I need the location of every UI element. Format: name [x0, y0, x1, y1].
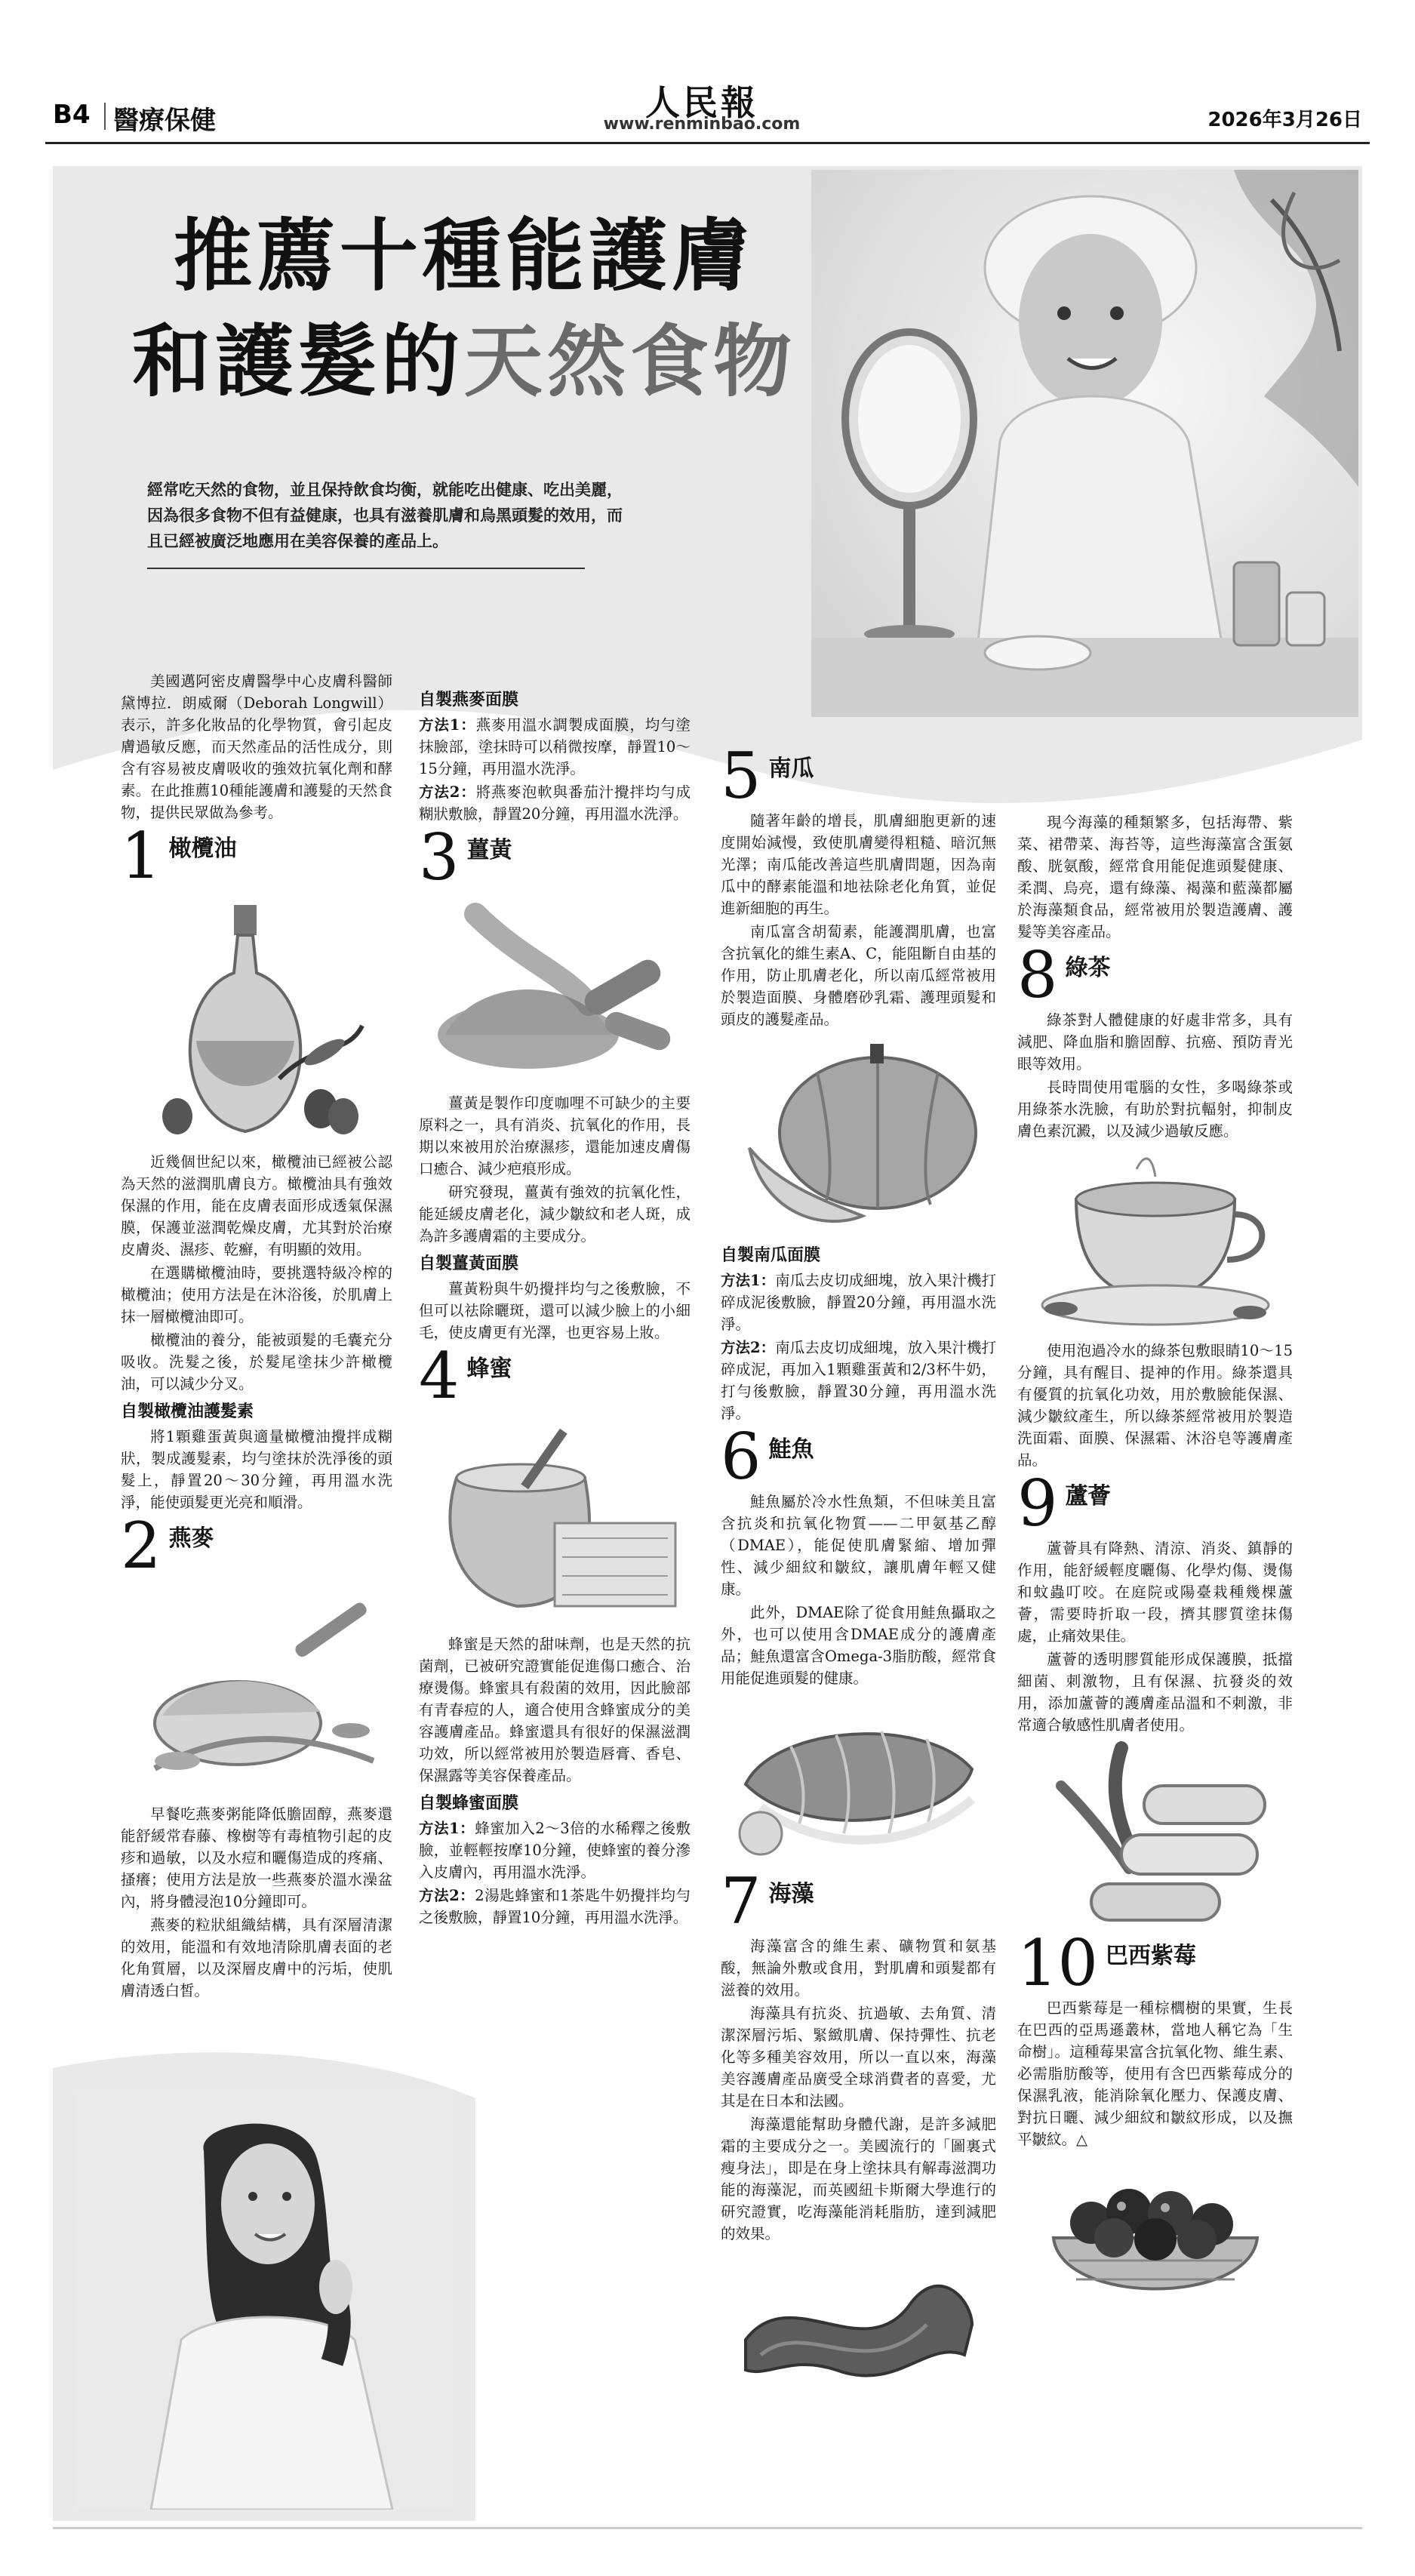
item-5-recipe-2	[721, 1337, 996, 1424]
turmeric-image	[430, 891, 679, 1088]
item-3-heading	[419, 820, 691, 894]
item-5-para-1: 隨著年齡的增長，肌膚細胞更新的速度開始減慢，致使肌膚變得粗糙、暗沉無光澤；南瓜能改善這些肌膚問題，因為南瓜中的酵素能溫和地祛除老化角質，並促進新細胞的再生。	[721, 812, 996, 917]
method-label: 方法1：	[721, 1272, 776, 1289]
item-number: 2	[121, 1509, 161, 1583]
item-7-para-2: 海藻具有抗炎、抗過敏、去角質、清潔深層污垢、緊緻肌膚、保持彈性、抗老化等多種美容效用，所以一直以來，海藻美容護膚產品廣受全球消費者的喜愛，尤其是在日本和法國。	[721, 2005, 996, 2110]
hero-photo	[811, 170, 1358, 717]
item-7-para-3: 海藻還能幫助身體代謝，是許多減肥霜的主要成分之一。美國流行的「圖裏式瘦身法」，即是在身上塗抹具有解毒滋潤功能的海藻泥，而英國紐卡斯爾大學進行的研究證實，吃海藻能消耗脂肪，達到減肥的效果。	[721, 2116, 996, 2242]
method-text: 南瓜去皮切成細塊，放入果汁機打碎成泥後敷臉，靜置20分鐘，再用溫水洗淨。	[721, 1272, 996, 1333]
column-1	[121, 670, 392, 2003]
item-5-para-2: 南瓜富含胡蔔素，能護潤肌膚，也富含抗氧化的維生素A、C，能阻斷自由基的作用，防止肌膚老化，所以南瓜經常被用於製造面膜、身體磨砂乳霜、護理頭髮和頭皮的護髮產品。	[721, 923, 996, 1028]
olive-oil-image	[143, 890, 370, 1146]
item-7-para-1: 海藻富含的維生素、礦物質和氨基酸，無論外敷或食用，對肌膚和頭髮都有滋養的效用。	[721, 1937, 996, 1999]
item-title: 薑黃	[466, 837, 512, 863]
item-5-heading	[721, 739, 996, 813]
column-3	[721, 739, 996, 2405]
item-2-para-1: 早餐吃燕麥粥能降低膽固醇，燕麥還能舒緩常春藤、橡樹等有毒植物引起的皮疹和過敏，以及水痘和曬傷造成的疼痛、搔癢；使用方法是放一些燕麥於溫水澡盆內，將身體浸泡10分鐘即可。	[121, 1805, 392, 1910]
item-9-para-1: 蘆薈具有降熱、清涼、消炎、鎮靜的作用，能舒緩輕度曬傷、化學灼傷、燙傷和蚊蟲叮咬。在庭院或陽臺栽種幾棵蘆薈，需要時折取一段，擠其膠質塗抹傷處，止痛效果佳。	[1017, 1540, 1293, 1645]
item-number: 9	[1017, 1467, 1058, 1540]
header-rule	[45, 142, 1370, 144]
header-divider	[104, 103, 106, 130]
item-number: 5	[721, 739, 761, 813]
item-title: 巴西紫莓	[1105, 1943, 1196, 1969]
item-number: 1	[121, 819, 161, 893]
item-9-para-2: 蘆薈的透明膠質能形成保護膜，抵擋細菌、刺激物，且有保濕、抗發炎的效用，添加蘆薈的護膚產品溫和不刺激，非常適合敏感性肌膚者使用。	[1017, 1651, 1293, 1734]
honey-image	[426, 1410, 683, 1629]
item-title: 南瓜	[768, 756, 814, 782]
column-2	[419, 683, 691, 1930]
item-number: 6	[721, 1420, 761, 1494]
acai-berry-image	[1031, 2155, 1280, 2321]
masthead-url[interactable]: www.renminbao.com	[603, 115, 801, 134]
pumpkin-image	[734, 1035, 983, 1239]
intro-paragraph: 美國邁阿密皮膚醫學中心皮膚科醫師黛博拉．朗威爾（Deborah Longwill）表示，許多化妝品的化學物質，會引起皮膚過敏反應，而天然產品的活性成分，則含有容易被皮膚吸收的強效抗氧化劑和酵素。在此推薦10種能護膚和護髮的天然食物，提供民眾做為參考。	[121, 672, 392, 821]
lead-underline	[147, 568, 585, 569]
headline-line-2-prefix: 和護髮的	[132, 315, 465, 408]
seaweed-image	[731, 2249, 987, 2400]
method-text: 燕麥用溫水調製成面膜，均勻塗抹臉部，塗抹時可以稍微按摩，靜置10～15分鐘，再用溫水洗淨。	[419, 716, 691, 777]
item-title: 鮭魚	[768, 1436, 814, 1463]
item-2-recipe-2	[419, 781, 691, 825]
method-label: 方法2：	[419, 783, 476, 801]
lead-paragraph: 經常吃天然的食物，並且保持飲食均衡，就能吃出健康、吃出美麗，因為很多食物不但有益健康，也具有滋養肌膚和烏黑頭髮的效用，而且已經被廣泛地應用在美容保養的產品上。	[147, 481, 623, 550]
item-10-heading	[1017, 1926, 1293, 2000]
method-text: 蜂蜜加入2～3倍的水稀釋之後敷臉，並輕輕按摩10分鐘，使蜂蜜的養分滲入皮膚內，再用溫水洗淨。	[419, 1820, 691, 1881]
item-title: 綠茶	[1065, 955, 1111, 981]
method-text: 2湯匙蜂蜜和1茶匙牛奶攪拌均勻之後敷臉，靜置10分鐘，再用溫水洗淨。	[419, 1887, 691, 1926]
method-label: 方法1：	[419, 716, 476, 734]
item-2-para-2: 燕麥的粒狀組織結構，具有深層清潔的效用，能溫和有效地清除肌膚表面的老化角質層，以及深層皮膚中的污垢，使肌膚清透白皙。	[121, 1916, 392, 1999]
method-text: 將燕麥泡軟與番茄汁攪拌均勻成糊狀敷臉，靜置20分鐘，再用溫水洗淨。	[419, 783, 691, 823]
headline-line-1: 推薦十種能護膚	[174, 209, 755, 302]
item-4-heading	[419, 1339, 691, 1413]
aloe-image	[1031, 1740, 1280, 1929]
item-8-para-2: 長時間使用電腦的女性，多喝綠茶或用綠茶水洗臉，有助於對抗輻射，抑制皮膚色素沉澱，以及減少過敏反應。	[1017, 1079, 1293, 1140]
item-1-para-1: 近幾個世紀以來，橄欖油已經被公認為天然的滋潤肌膚良方。橄欖油具有強效保濕的作用，能在皮膚表面形成透氣保濕膜，保護並滋潤乾燥皮膚，尤其對於治療皮膚炎、濕疹、乾癬，有明顯的效用。	[121, 1153, 392, 1258]
item-6-para-2: 此外，DMAE除了從食用鮭魚攝取之外，也可以使用含DMAE成分的護膚產品；鮭魚還富含Omega-3脂肪酸，經常食用能促進頭髮的健康。	[721, 1604, 996, 1687]
section-name: 醫療保健	[113, 106, 216, 136]
column-4	[1017, 811, 1293, 2325]
item-7-heading	[721, 1864, 996, 1938]
masthead: 人民報	[645, 82, 758, 123]
method-text: 南瓜去皮切成細塊，放入果汁機打碎成泥，再加入1顆雞蛋黃和2/3杯牛奶，打勻後敷臉，靜置30分鐘，再用溫水洗淨。	[721, 1339, 996, 1422]
item-2-recipe-title: 自製燕麥面膜	[419, 690, 519, 709]
item-8-para-1: 綠茶對人體健康的好處非常多，具有減肥、降血脂和膽固醇、抗癌、預防青光眼等效用。	[1017, 1011, 1293, 1073]
item-4-recipe-1	[419, 1817, 691, 1883]
item-10-para-1: 巴西紫莓是一種棕櫚樹的果實，生長在巴西的亞馬遜叢林，當地人稱它為「生命樹」。這種莓果富含抗氧化物、維生素、必需脂肪酸等，使用有含巴西紫莓成分的保濕乳液，能消除氧化壓力、保護皮膚、對抗日曬、減少細紋和皺紋形成，以及撫平皺紋。△	[1017, 1999, 1293, 2148]
item-1-para-3: 橄欖油的養分，能被頭髮的毛囊充分吸收。洗髮之後，於髮尾塗抹少許橄欖油，可以減少分叉。	[121, 1331, 392, 1393]
page-number: B4	[53, 100, 91, 130]
item-title: 蜂蜜	[466, 1356, 512, 1382]
green-tea-image	[1031, 1146, 1280, 1335]
item-3-para-2: 研究發現，薑黃有強效的抗氧化性，能延緩皮膚老化，減少皺紋和老人斑，成為許多護膚霜的主要成分。	[419, 1183, 691, 1245]
item-2-heading	[121, 1509, 392, 1583]
page-footer-rule	[53, 2527, 1362, 2529]
woman-hair-photo	[75, 2091, 453, 2510]
item-number: 3	[419, 820, 460, 894]
item-number: 7	[721, 1864, 761, 1938]
method-label: 方法2：	[419, 1887, 475, 1904]
item-8-heading	[1017, 938, 1293, 1012]
item-2-recipe-1	[419, 714, 691, 780]
item-title: 海藻	[768, 1881, 814, 1907]
item-title: 橄欖油	[168, 836, 237, 862]
item-number: 4	[419, 1339, 460, 1413]
item-6-heading	[721, 1420, 996, 1494]
item-9-heading	[1017, 1467, 1293, 1540]
item-3-recipe: 薑黃粉與牛奶攪拌均勻之後敷臉，不但可以祛除曬斑，還可以減少臉上的小細毛，使皮膚更有光澤，也更容易上妝。	[419, 1280, 691, 1341]
item-1-para-2: 在選購橄欖油時，要挑選特級冷榨的橄欖油；使用方法是在沐浴後，於肌膚上抹一層橄欖油即可。	[121, 1264, 392, 1325]
item-3-para-1: 薑黃是製作印度咖哩不可缺少的主要原料之一，具有消炎、抗氧化的作用，長期以來被用於治療濕疹，還能加速皮膚傷口癒合、減少疤痕形成。	[419, 1094, 691, 1177]
headline-line-2	[132, 298, 796, 411]
item-5-recipe-1	[721, 1270, 996, 1335]
item-number: 10	[1017, 1926, 1098, 2000]
salmon-image	[731, 1694, 987, 1867]
item-7-para-4: 現今海藻的種類繁多，包括海帶、紫菜、裙帶菜、海苔等，這些海藻富含蛋氨酸、胱氨酸，經常食用能促進頭髮健康、柔潤、烏亮，還有綠藻、褐藻和藍藻都屬於海藻類食品，經常被用於製造護膚、護髮等美容產品。	[1017, 814, 1293, 940]
item-5-recipe-title: 自製南瓜面膜	[721, 1245, 821, 1265]
item-1-recipe-title: 自製橄欖油護髮素	[121, 1402, 254, 1421]
item-4-recipe-title: 自製蜂蜜面膜	[419, 1793, 519, 1813]
item-6-para-1: 鮭魚屬於冷水性魚類，不但味美且富含抗炎和抗氧化物質——二甲氨基乙醇（DMAE），能促使肌膚緊縮、增加彈性、減少細紋和皺紋，讓肌膚年輕又健康。	[721, 1493, 996, 1598]
item-number: 8	[1017, 938, 1058, 1012]
item-1-heading	[121, 819, 392, 893]
issue-date: 2026年3月26日	[1207, 109, 1362, 131]
item-title: 燕麥	[168, 1525, 214, 1552]
item-8-para-3: 使用泡過冷水的綠茶包敷眼睛10～15分鐘，具有醒目、提神的作用。綠茶還具有優質的抗氧化功效，用於敷臉能保濕、減少皺紋產生，所以綠茶經常被用於製造洗面霜、面膜、保濕霜、沐浴皂等護膚產品。	[1017, 1342, 1293, 1469]
item-title: 蘆薈	[1065, 1483, 1111, 1510]
oats-image	[132, 1580, 381, 1799]
item-4-recipe-2	[419, 1885, 691, 1928]
item-1-recipe: 將1顆雞蛋黃與適量橄欖油攪拌成糊狀，製成護髮素，均勻塗抹於洗淨後的頭髮上，靜置20～30分鐘，再用溫水洗淨，能使頭髮更光亮和順滑。	[121, 1428, 392, 1511]
method-label: 方法1：	[419, 1820, 475, 1837]
headline-line-2-highlight: 天然食物	[464, 315, 797, 408]
item-3-recipe-title: 自製薑黃面膜	[419, 1254, 519, 1273]
item-4-para-1: 蜂蜜是天然的甜味劑，也是天然的抗菌劑，已被研究證實能促進傷口癒合、治療燙傷。蜂蜜具有殺菌的效用，因此臉部有青春痘的人，適合使用含蜂蜜成分的美容護膚產品。蜂蜜還具有很好的保濕滋潤功效，所以經常被用於製造唇膏、香皂、保濕露等美容保養產品。	[419, 1636, 691, 1784]
method-label: 方法2：	[721, 1339, 776, 1356]
